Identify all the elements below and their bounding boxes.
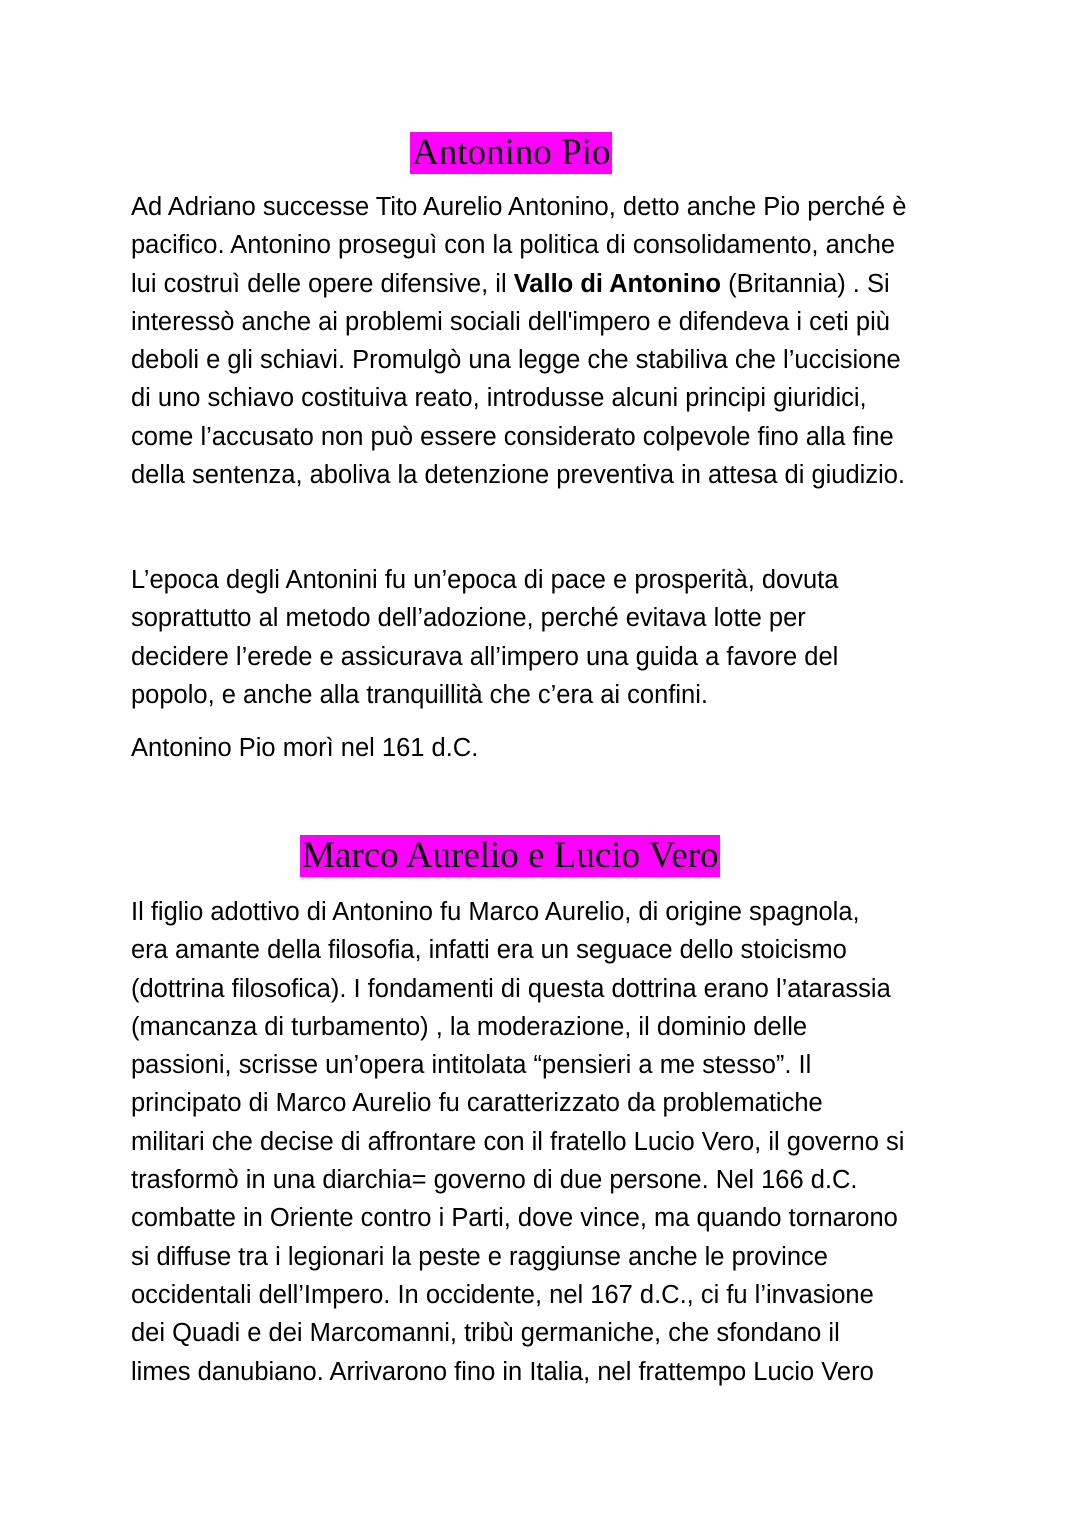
- text-line: occidentali dell’Impero. In occidente, nel 167 d.C., ci fu l’invasione: [131, 1280, 874, 1309]
- text-line: di uno schiavo costituiva reato, introdusse alcuni principi giuridici,: [131, 384, 867, 413]
- text-line: si diffuse tra i legionari la peste e raggiunse anche le province: [131, 1242, 828, 1271]
- text-line: L’epoca degli Antonini fu un’epoca di pace e prosperità, dovuta: [131, 566, 839, 594]
- text-line: popolo, e anche alla tranquillità che c’era ai confini.: [131, 680, 708, 709]
- text-line: [131, 265, 906, 303]
- text-line: militari che decise di affrontare con il fratello Lucio Vero, il governo si: [131, 1127, 905, 1156]
- text-line: combatte in Oriente contro i Parti, dove vince, ma quando tornarono: [131, 1204, 898, 1233]
- section-title-marco-aurelio-lucio-vero: Marco Aurelio e Lucio Vero: [302, 835, 719, 876]
- text-line: deboli e gli schiavi. Promulgò una legge che stabiliva che l’uccisione: [131, 346, 901, 375]
- text-line: soprattutto al metodo dell’adozione, perché evitava lotte per: [131, 604, 806, 633]
- text-line: principato di Marco Aurelio fu caratterizzato da problematiche: [131, 1089, 823, 1118]
- paragraph-marco-aurelio: [131, 893, 904, 1391]
- text-line: (mancanza di turbamento) , la moderazione, il dominio delle: [131, 1012, 808, 1041]
- text-line: trasformò in una diarchia= governo di due persone. Nel 166 d.C.: [131, 1166, 858, 1195]
- text-segment: lui costruì delle opere difensive, il: [131, 269, 514, 298]
- text-line: era amante della filosofia, infatti era un seguace dello stoicismo: [131, 936, 847, 965]
- section-title-antonino-pio: Antonino Pio: [412, 132, 611, 173]
- text-segment: (Britannia) . Si: [721, 269, 890, 298]
- text-line: Antonino Pio morì nel 161 d.C.: [131, 734, 479, 762]
- paragraph-morte-antonino: [131, 729, 478, 767]
- text-line: interessò anche ai problemi sociali dell'impero e difendeva i ceti più: [131, 307, 890, 336]
- text-line: Il figlio adottivo di Antonino fu Marco Aurelio, di origine spagnola,: [131, 898, 860, 926]
- text-line: Ad Adriano successe Tito Aurelio Antonino, detto anche Pio perché è: [131, 193, 907, 221]
- text-line: (dottrina filosofica). I fondamenti di questa dottrina erano l’atarassia: [131, 974, 891, 1003]
- text-line: decidere l’erede e assicurava all’impero una guida a favore del: [131, 642, 839, 671]
- text-line: dei Quadi e dei Marcomanni, tribù germaniche, che sfondano il: [131, 1319, 840, 1348]
- paragraph-antonino-intro: [131, 188, 906, 494]
- text-line: della sentenza, aboliva la detenzione preventiva in attesa di giudizio.: [131, 461, 906, 490]
- text-line: come l’accusato non può essere considerato colpevole fino alla fine: [131, 422, 894, 451]
- bold-term-vallo-di-antonino: Vallo di Antonino: [513, 269, 721, 298]
- text-line: pacifico. Antonino proseguì con la politica di consolidamento, anche: [131, 231, 896, 260]
- text-line: limes danubiano. Arrivarono fino in Italia, nel frattempo Lucio Vero: [131, 1357, 874, 1386]
- paragraph-epoca-antonini: [131, 561, 838, 714]
- text-line: passioni, scrisse un’opera intitolata “pensieri a me stesso”. Il: [131, 1051, 812, 1080]
